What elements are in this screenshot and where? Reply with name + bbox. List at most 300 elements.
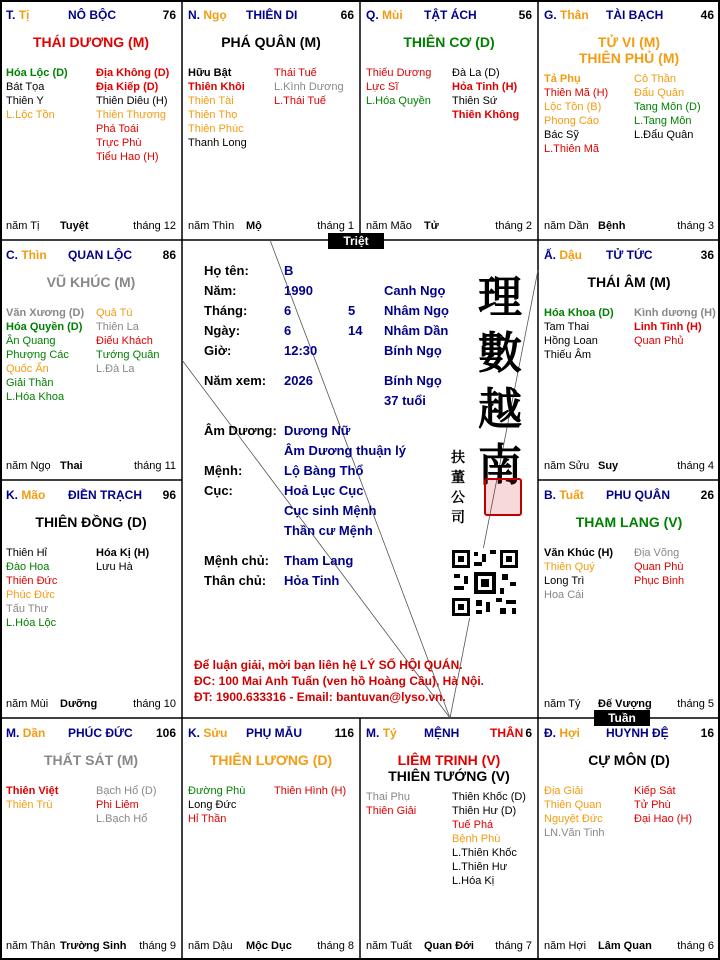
palace-branch: Thìn (21, 248, 47, 262)
main-stars (538, 514, 720, 530)
minor-star: Quả Tú (96, 307, 133, 319)
palace-branch: Hợi (559, 726, 580, 740)
minor-star: Hóa Khoa (D) (544, 307, 614, 319)
footer-stage: Bệnh (598, 220, 626, 232)
palace-age-number: 26 (700, 488, 714, 502)
minor-star: Thiên Hỉ (6, 547, 47, 559)
cuc-label: Cục: (204, 483, 233, 498)
palace-age-number: 56 (518, 8, 532, 22)
minor-stars-left (6, 306, 84, 404)
minor-stars-left (544, 306, 614, 362)
am-duong-label: Âm Dương: (204, 423, 277, 438)
minor-star: Linh Tinh (H) (634, 321, 702, 333)
nam-can: Canh Ngọ (384, 283, 446, 298)
minor-stars-left (6, 66, 68, 122)
calligraphy-logo (470, 270, 530, 494)
minor-stars-right (634, 784, 692, 826)
minor-star: Tang Môn (D) (634, 101, 701, 113)
palace-stem: Đ. (544, 726, 556, 740)
palace-ngo-top (182, 0, 360, 240)
palace-name: QUAN LỘC (68, 248, 132, 262)
main-star: THIÊN PHỦ (M) (578, 50, 680, 66)
minor-star: Thiếu Âm (544, 349, 592, 361)
palace-tuat-right (538, 480, 720, 718)
palace-name: NÔ BỘC (68, 8, 116, 22)
footer-year: năm Mùi (6, 698, 49, 710)
palace-age-number: 66 (340, 8, 354, 22)
palace-branch: Ngọ (203, 8, 227, 22)
ho-ten-value: B (284, 263, 294, 278)
minor-star: L.Đẩu Quân (634, 129, 694, 141)
palace-footer (188, 940, 354, 954)
minor-stars-left (6, 784, 58, 812)
minor-star: Trực Phù (96, 137, 142, 149)
nam-label: Năm: (204, 283, 237, 298)
palace-name: THIÊN DI (246, 8, 298, 22)
palace-stem: Ấ. (544, 248, 556, 262)
than-marker: THÂN (490, 726, 524, 740)
qr-code-icon (450, 548, 520, 618)
palace-header (366, 6, 532, 24)
palace-name: MỆNH (424, 726, 460, 740)
minor-star: Địa Giải (544, 785, 584, 797)
minor-star: Thiên Giải (366, 805, 417, 817)
palace-stem: K. (6, 488, 18, 502)
palace-position (544, 488, 584, 502)
calligraphy-char: 數 (478, 328, 522, 379)
contact-line-2: ĐC: 100 Mai Anh Tuấn (ven hồ Hoàng Cầu), Hà Nội. (194, 674, 485, 688)
minor-star: Đường Phù (188, 785, 246, 797)
palace-stem: M. (366, 726, 380, 740)
palace-header (544, 246, 714, 264)
palace-name: PHÚC ĐỨC (68, 726, 133, 740)
minor-star: Phục Binh (634, 575, 685, 587)
main-star: THÁI DƯƠNG (M) (32, 34, 150, 50)
footer-stage: Tử (424, 220, 439, 232)
minor-stars-right (452, 66, 519, 122)
palace-branch: Tị (18, 8, 30, 22)
palace-position (6, 726, 45, 740)
minor-star: Lực Sĩ (366, 81, 399, 93)
tuoi: 37 tuổi (384, 393, 426, 408)
palace-stem: T. (6, 8, 16, 22)
contact-line-3: ĐT: 1900.633316 - Email: bantuvan@lyso.vn. (194, 690, 446, 704)
minor-star: Hỉ Thần (188, 813, 227, 825)
palace-age-number: 36 (700, 248, 714, 262)
minor-stars-right (274, 66, 344, 108)
minor-star: L.Lộc Tồn (6, 109, 55, 121)
cuc-1: Hoả Lục Cục (284, 483, 364, 498)
minor-star: Điếu Khách (96, 335, 153, 347)
palace-age-number: 16 (700, 726, 714, 740)
than-chu-value: Hỏa Tinh (284, 573, 340, 588)
minor-star: Tuế Phá (452, 819, 494, 831)
minor-star: Thiên Khôi (188, 81, 245, 93)
footer-month: tháng 6 (677, 940, 714, 952)
palace-branch: Dần (22, 726, 46, 740)
palace-mui-top (360, 0, 538, 240)
minor-star: L.Hóa Kị (452, 875, 495, 887)
palace-header (366, 724, 532, 742)
minor-star: Bác Sỹ (544, 129, 579, 141)
palace-footer (544, 940, 714, 954)
footer-year: năm Dậu (188, 940, 233, 952)
minor-star: Hóa Kị (H) (96, 547, 150, 559)
minor-star: L.Tang Môn (634, 115, 692, 127)
palace-position (6, 8, 29, 22)
footer-stage: Quan Đới (424, 940, 474, 952)
minor-stars-left (544, 72, 608, 156)
palace-stem: B. (544, 488, 556, 502)
minor-star: Phúc Đức (6, 589, 55, 601)
footer-month: tháng 5 (677, 698, 714, 710)
minor-stars-right (452, 790, 526, 888)
footer-stage: Đế Vượng (598, 698, 652, 710)
minor-star: Kiếp Sát (634, 785, 676, 797)
minor-star: Bạch Hổ (D) (96, 785, 157, 797)
palace-age-number: 46 (700, 8, 714, 22)
nam-value: 1990 (284, 283, 313, 298)
palace-age-number: 76 (162, 8, 176, 22)
minor-star: Quan Phủ (634, 335, 684, 347)
main-star: PHÁ QUÂN (M) (221, 34, 321, 50)
minor-star: L.Kình Dương (274, 81, 344, 93)
palace-age-number: 116 (334, 726, 354, 740)
palace-header (6, 486, 176, 504)
footer-month: tháng 12 (133, 220, 176, 232)
minor-star: Thiên Việt (6, 785, 59, 797)
palace-branch: Thân (560, 8, 589, 22)
minor-star: Thiên Tài (188, 95, 234, 107)
palace-stem: N. (188, 8, 200, 22)
minor-star: L.Hóa Lộc (6, 617, 57, 629)
minor-star: Thiên Y (6, 95, 44, 107)
minor-stars-left (366, 790, 416, 818)
palace-header (544, 486, 714, 504)
main-star: VŨ KHÚC (M) (46, 274, 136, 290)
minor-star: L.Bạch Hổ (96, 813, 148, 825)
palace-header (544, 724, 714, 742)
palace-branch: Sửu (203, 726, 228, 740)
minor-stars-left (544, 784, 605, 840)
footer-stage: Tuyệt (60, 220, 89, 232)
footer-month: tháng 7 (495, 940, 532, 952)
cuc-3: Thần cư Mệnh (284, 523, 373, 538)
minor-star: Đại Hao (H) (634, 813, 693, 825)
main-stars (0, 34, 182, 50)
footer-year: năm Dần (544, 220, 589, 232)
minor-star: Thai Phụ (366, 791, 411, 803)
palace-footer (544, 460, 714, 474)
footer-stage: Mộc Dục (246, 940, 292, 952)
minor-star: Thái Tuế (274, 67, 317, 79)
minor-stars-right (96, 784, 157, 826)
palace-position (544, 8, 589, 22)
minor-star: Hoa Cái (544, 589, 584, 601)
minor-star: Thiên Diêu (H) (96, 95, 168, 107)
palace-position (188, 8, 227, 22)
footer-year: năm Hợi (544, 940, 587, 952)
main-star: THAM LANG (V) (575, 514, 683, 530)
side-text (450, 448, 466, 528)
minor-star: Nguyệt Đức (544, 813, 603, 825)
palace-branch: Dậu (559, 248, 583, 262)
palace-age-number: 96 (162, 488, 176, 502)
minor-star: Bệnh Phù (452, 833, 501, 845)
minor-star: Thiên Phúc (188, 123, 244, 135)
main-stars (538, 34, 720, 66)
footer-month: tháng 11 (133, 460, 176, 472)
nam-xem-label: Năm xem: (204, 373, 267, 388)
gio-label: Giờ: (204, 343, 232, 358)
footer-stage: Thai (60, 460, 83, 472)
palace-footer (6, 698, 176, 712)
footer-year: năm Tý (544, 698, 581, 710)
minor-stars-right (96, 546, 149, 574)
main-star: THIÊN LƯƠNG (D) (209, 752, 333, 768)
side-char: 公 (451, 490, 465, 506)
minor-star: Thiên Khốc (D) (452, 791, 526, 803)
calligraphy-char: 越 (478, 384, 522, 435)
menh-label: Mệnh: (204, 463, 243, 478)
palace-age-number: 86 (162, 248, 176, 262)
palace-branch: Mão (21, 488, 46, 502)
minor-star: Thiên Thọ (188, 109, 238, 121)
palace-name: TẬT ÁCH (424, 8, 477, 22)
gio-can: Bính Ngọ (384, 343, 442, 358)
palace-position (544, 726, 580, 740)
minor-star: Địa Không (D) (96, 67, 170, 79)
main-star: CỰ MÔN (D) (588, 752, 670, 768)
palace-name: PHU QUÂN (606, 488, 671, 502)
minor-star: Kình dương (H) (634, 307, 716, 319)
palace-suu-bot (182, 718, 360, 960)
minor-star: L.Đà La (96, 363, 135, 375)
palace-stem: C. (6, 248, 18, 262)
minor-star: Thanh Long (188, 137, 247, 149)
ngay-label: Ngày: (204, 323, 241, 338)
main-star: THIÊN CƠ (D) (403, 34, 495, 50)
palace-footer (6, 460, 176, 474)
palace-mao-left (0, 480, 182, 718)
main-stars (0, 274, 182, 290)
minor-star: Tấu Thư (6, 603, 49, 615)
footer-year: năm Tị (6, 220, 40, 232)
palace-name: TỬ TỨC (606, 248, 653, 262)
center-panel (182, 240, 538, 718)
minor-star: Thiên Quý (544, 561, 595, 573)
main-star: LIÊM TRINH (V) (397, 752, 501, 768)
minor-star: Đào Hoa (6, 561, 50, 573)
footer-month: tháng 9 (139, 940, 176, 952)
minor-star: Địa Kiếp (D) (96, 81, 159, 93)
footer-month: tháng 4 (677, 460, 714, 472)
minor-star: Phá Toái (96, 123, 139, 135)
minor-star: Thiên Không (452, 109, 520, 121)
palace-header (6, 6, 176, 24)
gio-value: 12:30 (284, 343, 318, 358)
palace-dan-bot (0, 718, 182, 960)
palace-name: PHỤ MẪU (246, 726, 302, 740)
minor-star: Thiên Mã (H) (544, 87, 609, 99)
calligraphy-char: 南 (478, 440, 522, 491)
minor-star: Tả Phụ (544, 73, 581, 85)
minor-stars-left (188, 784, 245, 826)
footer-year: năm Ngọ (6, 460, 51, 472)
footer-year: năm Mão (366, 220, 412, 232)
minor-star: Thiếu Dương (366, 67, 432, 79)
calligraphy-char: 理 (478, 272, 522, 323)
minor-star: Ân Quang (6, 335, 56, 347)
red-seal (484, 478, 522, 516)
palace-stem: M. (6, 726, 20, 740)
minor-star: Cô Thần (634, 73, 676, 85)
minor-stars-right (634, 546, 684, 588)
main-star: THIÊN ĐỒNG (D) (35, 514, 147, 530)
palace-branch: Tý (382, 726, 397, 740)
footer-month: tháng 1 (317, 220, 354, 232)
footer-year: năm Thân (6, 940, 56, 952)
minor-star: Thiên Quan (544, 799, 602, 811)
palace-position (544, 248, 582, 262)
minor-star: Bát Tọa (6, 81, 45, 93)
palace-header (6, 724, 176, 742)
minor-stars-left (188, 66, 247, 150)
footer-stage: Mộ (246, 220, 262, 232)
ngay-am: 6 (284, 323, 292, 338)
minor-star: Hóa Lộc (D) (6, 67, 68, 79)
palace-ty-bot (360, 718, 538, 960)
side-char: 董 (451, 470, 465, 486)
palace-thin-left (0, 240, 182, 480)
thang-can: Nhâm Ngọ (384, 303, 449, 318)
main-star: THẤT SÁT (M) (43, 752, 139, 768)
palace-branch: Tuất (559, 488, 584, 502)
minor-star: Văn Xương (D) (6, 307, 85, 319)
footer-stage: Lâm Quan (598, 940, 652, 952)
minor-stars-left (366, 66, 431, 108)
minor-stars-right (96, 306, 160, 376)
palace-branch: Mùi (382, 8, 403, 22)
minor-star: L.Hóa Quyền (366, 95, 431, 107)
minor-star: L.Thiên Mã (544, 143, 600, 155)
palace-name: TÀI BẠCH (606, 8, 664, 22)
nam-xem-can: Bính Ngọ (384, 373, 442, 388)
palace-stem: Q. (366, 8, 379, 22)
minor-star: Hóa Quyền (D) (6, 321, 83, 333)
main-star: TỬ VI (M) (597, 34, 661, 50)
minor-stars-left (544, 546, 613, 602)
main-stars (0, 752, 182, 768)
minor-star: Hữu Bật (188, 67, 232, 79)
minor-star: Thiên La (96, 321, 139, 333)
contact-line-1: Để luận giải, mời bạn liên hệ LÝ SỐ HỘI QUÁN. (194, 658, 463, 672)
ngay-duong: 14 (348, 323, 363, 338)
side-char: 司 (451, 510, 465, 526)
minor-stars-right (274, 784, 346, 798)
footer-year: năm Thìn (188, 220, 235, 232)
minor-star: Quốc Ấn (6, 363, 49, 375)
palace-stem: K. (188, 726, 200, 740)
footer-stage: Trường Sinh (60, 940, 127, 952)
minor-star: L.Thái Tuế (274, 95, 326, 107)
palace-position (366, 726, 397, 740)
palace-name: ĐIỀN TRẠCH (68, 488, 142, 502)
main-stars (360, 34, 538, 50)
triet-tag: Triệt (328, 233, 384, 249)
main-star: THÁI ÂM (M) (587, 274, 671, 290)
minor-stars-right (634, 72, 701, 142)
main-stars (360, 752, 538, 784)
minor-star: Tiểu Hao (H) (96, 151, 159, 163)
minor-star: L.Thiên Khốc (452, 847, 517, 859)
palace-footer (188, 220, 354, 234)
menh-value: Lộ Bàng Thổ (284, 463, 364, 478)
ho-ten-label: Họ tên: (204, 263, 249, 278)
palace-name: HUYNH ĐỆ (606, 726, 669, 740)
minor-star: Thiên Hư (D) (452, 805, 517, 817)
palace-header (544, 6, 714, 24)
nam-xem-value: 2026 (284, 373, 313, 388)
palace-footer (366, 220, 532, 234)
minor-star: Đà La (D) (452, 67, 500, 79)
minor-star: Lộc Tồn (B) (544, 101, 602, 113)
tuan-tag: Tuần (594, 710, 650, 726)
palace-header (188, 6, 354, 24)
minor-star: Thiên Hình (H) (274, 785, 347, 797)
minor-star: Địa Võng (634, 547, 680, 559)
minor-star: Thiên Đức (6, 575, 58, 587)
main-stars (182, 752, 360, 768)
minor-star: Giải Thần (6, 377, 54, 389)
minor-stars-right (96, 66, 169, 164)
minor-star: Long Đức (188, 799, 237, 811)
am-duong-1: Dương Nữ (284, 423, 351, 438)
menh-chu-label: Mệnh chủ: (204, 553, 269, 568)
main-stars (538, 752, 720, 768)
palace-hoi-bot (538, 718, 720, 960)
minor-star: Văn Khúc (H) (544, 547, 614, 559)
palace-than-top (538, 0, 720, 240)
menh-chu-value: Tham Lang (284, 553, 354, 568)
minor-stars-right (634, 306, 716, 348)
minor-star: Phi Liêm (96, 799, 139, 811)
minor-star: L.Thiên Hư (452, 861, 508, 873)
palace-position (6, 248, 47, 262)
am-duong-2: Âm Dương thuận lý (284, 443, 406, 458)
thang-am: 6 (284, 303, 292, 318)
minor-star: L.Hóa Khoa (6, 391, 65, 403)
footer-month: tháng 2 (495, 220, 532, 232)
minor-star: Long Trì (544, 575, 585, 587)
palace-dau-right (538, 240, 720, 480)
cuc-2: Cục sinh Mệnh (284, 503, 377, 518)
palace-age-number: 6 (525, 726, 532, 740)
palace-ty-top (0, 0, 182, 240)
footer-month: tháng 10 (133, 698, 176, 710)
palace-position (188, 726, 227, 740)
palace-stem: G. (544, 8, 557, 22)
palace-footer (6, 940, 176, 954)
than-chu-label: Thân chủ: (204, 573, 267, 588)
footer-year: năm Sửu (544, 460, 590, 472)
minor-stars-left (6, 546, 57, 630)
palace-footer (366, 940, 532, 954)
palace-position (366, 8, 403, 22)
minor-star: Tướng Quân (96, 349, 160, 361)
minor-star: Thiên Sứ (452, 95, 498, 107)
palace-footer (6, 220, 176, 234)
